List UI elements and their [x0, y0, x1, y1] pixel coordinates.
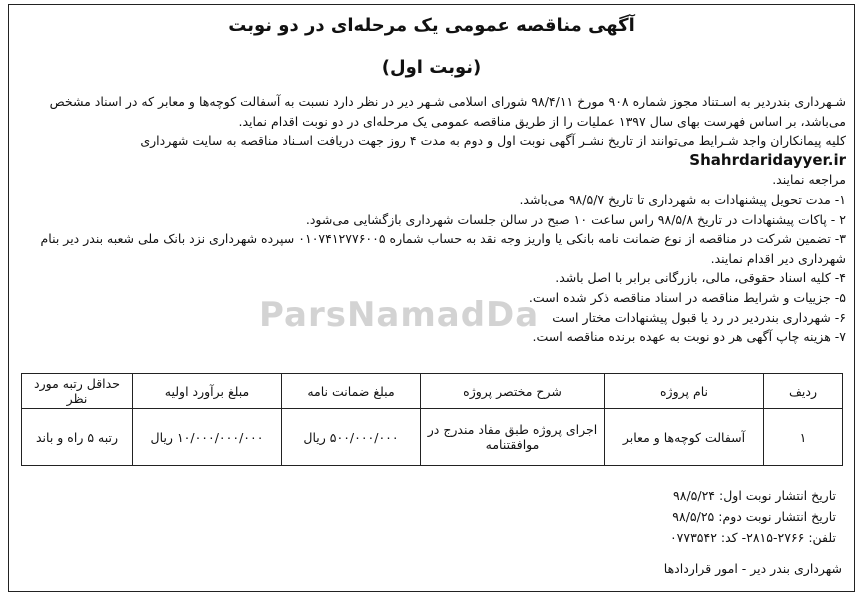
project-table — [21, 373, 843, 466]
cell-row-number: ۱ — [764, 409, 843, 466]
refer-text: مراجعه نمایند. — [772, 172, 846, 188]
watermark-text: ParsNamadDa — [259, 295, 540, 335]
website-link[interactable]: Shahrdaridayyer.ir — [689, 150, 846, 169]
header-project-name: نام پروژه — [605, 374, 764, 409]
table-row — [22, 409, 843, 466]
first-publication-date: تاریخ انتشار نوبت اول: ۹۸/۵/۲۴ — [673, 488, 836, 503]
intro-paragraph: شـهرداری بندردیر به اسـتناد مجوز شماره ۹۰۸ مورخ ۹۸/۴/۱۱ شورای اسلامی شـهر دیر در نظر دارد نسبت به آسفالت کوچه‌ها و معابر که در اسناد مشخص می‌باشد، بر اساس فهرست بهای سال ۱۳۹۷ عملیات را از طریق مناقصه عمومی یک مرحله‌ای در دو نوبت اقدام نماید. — [49, 94, 846, 129]
notice-frame — [8, 4, 855, 592]
item-2: ۲ - پاکات پیشنهادات در تاریخ ۹۸/۵/۸ راس ساعت ۱۰ صبح در سالن جلسات شهرداری بازگشایی می‌شود. — [305, 211, 846, 227]
header-project-description: شرح مختصر پروژه — [421, 374, 605, 409]
footer-signature: شهرداری بندر دیر - امور قراردادها — [663, 561, 842, 576]
cell-project-name: آسفالت کوچه‌ها و معابر — [605, 409, 764, 466]
item-6: ۶- شهرداری بندردیر در رد یا قبول پیشنهادات مختار است — [552, 309, 846, 325]
header-initial-estimate: مبلغ برآورد اولیه — [133, 374, 282, 409]
cell-project-description: اجرای پروژه طبق مفاد مندرج در موافقتنامه — [421, 409, 605, 466]
item-4: ۴- کلیه اسناد حقوقی، مالی، بازرگانی برابر با اصل باشد. — [555, 270, 846, 286]
cell-initial-estimate: ۱۰/۰۰۰/۰۰۰/۰۰۰ ریال — [133, 409, 282, 466]
header-guarantee-amount: مبلغ ضمانت نامه — [282, 374, 421, 409]
header-row-number: ردیف — [764, 374, 843, 409]
second-publication-date: تاریخ انتشار نوبت دوم: ۹۸/۵/۲۵ — [672, 509, 836, 524]
table-header-row — [22, 374, 843, 409]
notice-body — [17, 92, 846, 347]
item-7: ۷- هزینه چاپ آگهی هر دو نوبت به عهده برنده مناقصه است. — [532, 329, 846, 345]
contractor-paragraph — [17, 131, 846, 170]
notice-subtitle: (نوبت اول) — [381, 57, 482, 78]
item-1: ۱- مدت تحویل پیشنهادات به شهرداری تا تاریخ ۹۸/۵/۷ می‌باشد. — [519, 191, 846, 207]
notice-title: آگهی مناقصه عمومی یک مرحله‌ای در دو نوبت — [228, 15, 635, 36]
cell-minimum-grade: رتبه ۵ راه و باند — [22, 409, 133, 466]
item-5: ۵- جزییات و شرایط مناقصه در اسناد مناقصه ذکر شده است. — [528, 289, 846, 305]
header-minimum-grade: حداقل رتبه مورد نظر — [22, 374, 133, 409]
contractor-text: کلیه پیمانکاران واجد شـرایط می‌توانند از تاریخ نشـر آگهی نوبت اول و دوم به مدت ۴ روز جهت دریافت اسـناد مناقصه به سایت شهرداری — [140, 133, 846, 149]
phone-number: تلفن: ۲۷۶۶-۲۸۱۵- کد: ۰۷۷۳۵۴۲ — [669, 530, 836, 545]
publication-info — [670, 485, 836, 548]
cell-guarantee-amount: ۵۰۰/۰۰۰/۰۰۰ ریال — [282, 409, 421, 466]
item-3: ۳- تضمین شرکت در مناقصه از نوع ضمانت نامه بانکی یا واریز وجه نقد به حساب شماره ۰۱۰۷۴۱۲۷۷۶۰۰۵ سپرده شهرداری نزد بانک ملی شعبه بندر دیر بنام شهرداری دیر اقدام نمایند. — [40, 231, 846, 266]
